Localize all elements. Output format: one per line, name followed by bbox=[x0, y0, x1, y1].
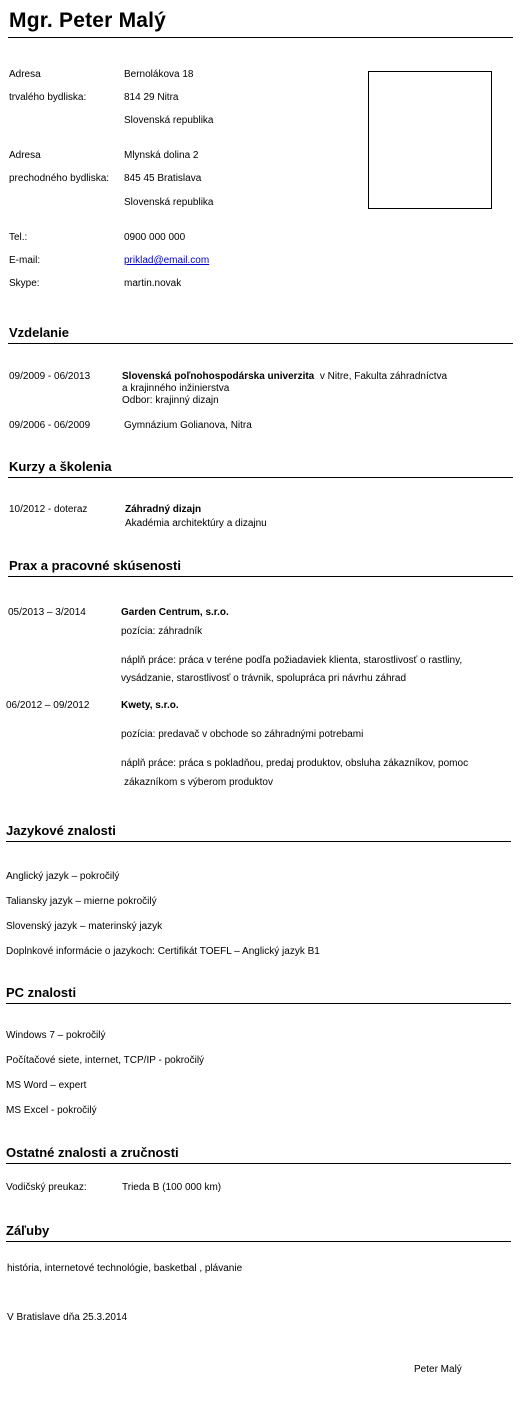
job-1-duties-2: vysádzanie, starostlivosť o trávnik, spolupráca pri návrhu záhrad bbox=[121, 673, 406, 684]
language-1: Anglický jazyk – pokročilý bbox=[6, 871, 120, 882]
course-1-title-text: Záhradný dizajn bbox=[125, 504, 202, 515]
email-label: E-mail: bbox=[9, 255, 41, 266]
language-3: Slovenský jazyk – materinský jazyk bbox=[6, 921, 163, 932]
education-1-date: 09/2009 - 06/2013 bbox=[9, 371, 91, 382]
job-2-duties-1: náplň práce: práca s pokladňou, predaj produktov, obsluha zákazníkov, pomoc bbox=[121, 758, 469, 769]
language-note: Doplnkové informácie o jazykoch: Certifikát TOEFL – Anglický jazyk B1 bbox=[6, 946, 320, 957]
education-2-date: 09/2006 - 06/2009 bbox=[9, 420, 91, 431]
job-2-position: pozícia: predavač v obchode so záhradnými potrebami bbox=[121, 729, 364, 740]
job-2-company bbox=[121, 700, 179, 711]
job-2-date: 06/2012 – 09/2012 bbox=[6, 700, 90, 711]
page-title: Mgr. Peter Malý bbox=[9, 9, 167, 32]
education-2-school: Gymnázium Golianova, Nitra bbox=[124, 420, 252, 431]
experience-heading: Prax a pracovné skúsenosti bbox=[9, 558, 181, 573]
course-1-date: 10/2012 - doteraz bbox=[9, 504, 88, 515]
education-1-field: Odbor: krajinný dizajn bbox=[122, 395, 219, 406]
pc-rule bbox=[6, 1003, 511, 1004]
job-1-position: pozícia: záhradník bbox=[121, 626, 203, 637]
job-1-date: 05/2013 – 3/2014 bbox=[8, 607, 86, 618]
perm-address-label-2: trvalého bydliska: bbox=[9, 92, 87, 103]
education-1-line-2: a krajinného inžinierstva bbox=[122, 383, 230, 394]
languages-heading: Jazykové znalosti bbox=[6, 823, 116, 838]
education-rule bbox=[8, 343, 513, 344]
job-1-company-text: Garden Centrum, s.r.o. bbox=[121, 607, 229, 618]
perm-address-line-2: 814 29 Nitra bbox=[124, 92, 179, 103]
pc-skill-4: MS Excel - pokročilý bbox=[6, 1105, 97, 1116]
pc-skill-2: Počítačové siete, internet, TCP/IP - pokročilý bbox=[6, 1055, 205, 1066]
perm-address-label: Adresa bbox=[9, 69, 41, 80]
email-link[interactable]: priklad@email.com bbox=[124, 255, 210, 266]
education-1-line-1 bbox=[122, 371, 447, 382]
other-skills-heading: Ostatné znalosti a zručnosti bbox=[6, 1145, 179, 1160]
perm-address-line-3: Slovenská republika bbox=[124, 115, 214, 126]
languages-rule bbox=[6, 841, 511, 842]
education-heading: Vzdelanie bbox=[9, 325, 69, 340]
temp-address-label: Adresa bbox=[9, 150, 41, 161]
job-2-duties-2: zákazníkom s výberom produktov bbox=[124, 777, 273, 788]
skype-label: Skype: bbox=[9, 278, 40, 289]
place-and-date: V Bratislave dňa 25.3.2014 bbox=[7, 1312, 128, 1323]
license-label: Vodičský preukaz: bbox=[6, 1182, 87, 1193]
pc-heading: PC znalosti bbox=[6, 985, 77, 1000]
skype-value: martin.novak bbox=[124, 278, 182, 289]
temp-address-label-2: prechodného bydliska: bbox=[9, 173, 110, 184]
temp-address-line-2: 845 45 Bratislava bbox=[124, 173, 202, 184]
title-rule bbox=[8, 37, 513, 38]
hobbies-text: história, internetové technológie, basketbal , plávanie bbox=[7, 1263, 243, 1274]
courses-rule bbox=[8, 477, 513, 478]
other-skills-rule bbox=[6, 1163, 511, 1164]
language-2: Taliansky jazyk – mierne pokročilý bbox=[6, 896, 157, 907]
tel-label: Tel.: bbox=[9, 232, 28, 243]
course-1-org: Akadémia architektúry a dizajnu bbox=[125, 518, 267, 529]
education-1-school: Slovenská poľnohospodárska univerzita bbox=[122, 371, 315, 382]
hobbies-rule bbox=[6, 1241, 511, 1242]
job-1-duties-1: náplň práce: práca v teréne podľa požiadaviek klienta, starostlivosť o rastliny, bbox=[121, 655, 463, 666]
hobbies-heading: Záľuby bbox=[6, 1223, 50, 1238]
temp-address-line-3: Slovenská republika bbox=[124, 197, 214, 208]
tel-value: 0900 000 000 bbox=[124, 232, 186, 243]
job-2-company-text: Kwety, s.r.o. bbox=[121, 700, 179, 711]
photo-placeholder bbox=[368, 71, 492, 209]
signature-name: Peter Malý bbox=[414, 1364, 462, 1375]
pc-skill-3: MS Word – expert bbox=[6, 1080, 87, 1091]
job-1-company bbox=[121, 607, 229, 618]
license-value: Trieda B (100 000 km) bbox=[122, 1182, 222, 1193]
courses-heading: Kurzy a školenia bbox=[9, 459, 112, 474]
experience-rule bbox=[8, 576, 513, 577]
course-1-title bbox=[125, 504, 201, 515]
perm-address-line-1: Bernolákova 18 bbox=[124, 69, 194, 80]
education-1-school-rest: v Nitre, Fakulta záhradníctva bbox=[319, 371, 448, 382]
temp-address-line-1: Mlynská dolina 2 bbox=[124, 150, 199, 161]
pc-skill-1: Windows 7 – pokročilý bbox=[6, 1030, 106, 1041]
